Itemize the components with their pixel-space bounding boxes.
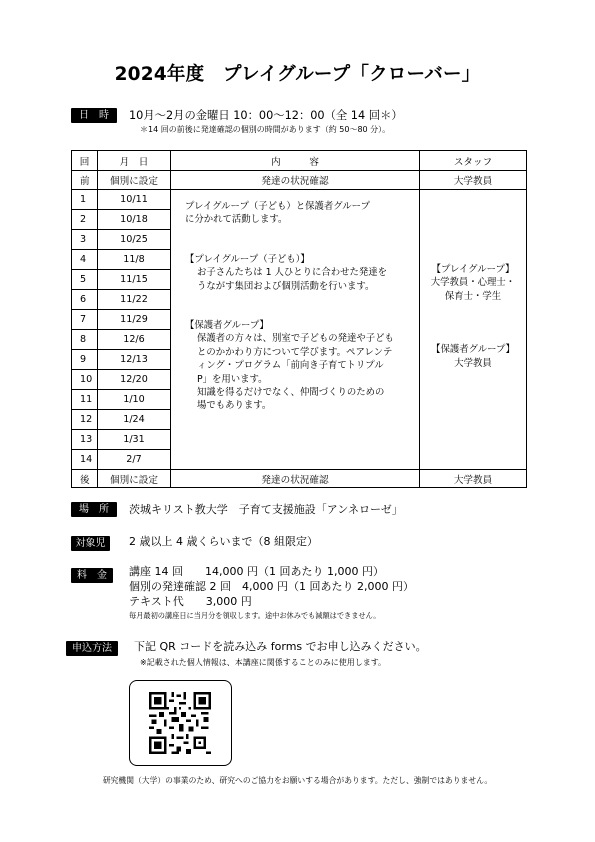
header-content: 内 容 <box>171 151 420 171</box>
row-num: 1 <box>72 190 98 210</box>
page-title: 2024年度 プレイグループ「クローバー」 <box>114 64 481 85</box>
header-staff: スタッフ <box>420 151 527 171</box>
target-text: 2 歳以上 4 歳くらいまで（8 組限定） <box>129 535 318 548</box>
fee-label: 料 金 <box>71 568 113 583</box>
staff-cell <box>420 190 527 470</box>
row-date: 12/20 <box>98 370 171 390</box>
place-text: 茨城キリスト教大学 子育て支援施設「アンネローゼ」 <box>129 503 403 516</box>
parent-group-body: 知識を得るだけでなく、仲間づくりのための <box>197 387 385 399</box>
staff-parent-title: 【保護者グループ】 <box>431 344 515 356</box>
row-num: 8 <box>72 330 98 350</box>
row-staff: 大学教員 <box>420 171 527 190</box>
row-num: 6 <box>72 290 98 310</box>
row-date: 10/25 <box>98 230 171 250</box>
row-num: 7 <box>72 310 98 330</box>
schedule-main: 10月〜2月の金曜日 10：00〜12：00（全 14 回＊） <box>129 109 403 122</box>
row-date: 1/31 <box>98 430 171 450</box>
row-content: 発達の状況確認 <box>171 470 420 488</box>
row-date: 10/11 <box>98 190 171 210</box>
parent-group-body: 場でもあります。 <box>197 400 272 412</box>
place-label: 場 所 <box>71 502 117 517</box>
fee-line-3: テキスト代 3,000 円 <box>129 595 252 608</box>
content-cell <box>171 190 420 470</box>
row-num: 9 <box>72 350 98 370</box>
row-date: 11/22 <box>98 290 171 310</box>
staff-play-line: 大学教員・心理士・ <box>430 277 516 289</box>
parent-group-body: 保護者の方々は、別室で子どもの発達や子ども <box>197 333 394 345</box>
row-date: 11/8 <box>98 250 171 270</box>
intro-line: プレイグループ（子ども）と保護者グループ <box>185 201 370 212</box>
row-num: 4 <box>72 250 98 270</box>
schedule-table <box>71 150 527 488</box>
parent-group-body: ィング・プログラム「前向き子育てトリプル <box>197 360 384 372</box>
row-num: 5 <box>72 270 98 290</box>
row-date: 10/18 <box>98 210 171 230</box>
row-date: 2/7 <box>98 450 171 470</box>
fee-note: 毎月最初の講座日に当月分を領収します。途中お休みでも減額はできません。 <box>129 611 381 620</box>
row-date: 11/15 <box>98 270 171 290</box>
row-date: 12/6 <box>98 330 171 350</box>
row-num: 前 <box>72 171 98 190</box>
staff-parent-line: 大学教員 <box>454 357 492 369</box>
parent-group-body: とのかかわり方について学びます。ペアレンテ <box>197 346 393 358</box>
row-date: 12/13 <box>98 350 171 370</box>
play-group-body: うながす集団および個別活動を行います。 <box>197 280 375 292</box>
table-row <box>72 190 527 210</box>
header-date: 月 日 <box>98 151 171 171</box>
row-num: 2 <box>72 210 98 230</box>
schedule-label: 日 時 <box>71 108 117 123</box>
row-date: 11/29 <box>98 310 171 330</box>
qr-code-image[interactable] <box>149 692 211 754</box>
schedule-note: ＊14 回の前後に発達確認の個別の時間があります（約 50〜80 分）。 <box>140 125 391 134</box>
row-date: 1/24 <box>98 410 171 430</box>
footer-note: 研究機関（大学）の事業のため、研究へのご協力をお願いする場合があります。ただし、強制ではありません。 <box>102 776 493 785</box>
fee-line-2: 個別の発達確認 2 回 4,000 円（1 回あたり 2,000 円） <box>129 580 414 593</box>
table-header-row <box>72 151 527 171</box>
row-num: 3 <box>72 230 98 250</box>
apply-text: 下記 QR コードを読み込み forms でお申し込みください。 <box>134 640 427 653</box>
row-staff: 大学教員 <box>420 470 527 488</box>
row-num: 11 <box>72 390 98 410</box>
staff-play-line: 保育士・学生 <box>444 290 502 302</box>
row-date: 個別に設定 <box>98 470 171 488</box>
row-num: 12 <box>72 410 98 430</box>
row-num: 14 <box>72 450 98 470</box>
privacy-note: ※記載された個人情報は、本講座に関係することのみに使用します。 <box>140 658 387 667</box>
staff-play-title: 【プレイグループ】 <box>431 264 515 275</box>
row-date: 1/10 <box>98 390 171 410</box>
row-content: 発達の状況確認 <box>171 171 420 190</box>
row-num: 13 <box>72 430 98 450</box>
table-row-after <box>72 470 527 488</box>
play-group-title: 【プレイグループ（子ども）】 <box>185 253 310 265</box>
row-date: 個別に設定 <box>98 171 171 190</box>
parent-group-body: P」を用います。 <box>197 373 268 385</box>
table-row-before <box>72 171 527 190</box>
intro-line: に分かれて活動します。 <box>185 214 288 226</box>
row-num: 後 <box>72 470 98 488</box>
header-num: 回 <box>72 151 98 171</box>
target-label: 対象児 <box>71 536 110 551</box>
parent-group-title: 【保護者グループ】 <box>185 320 269 332</box>
apply-label: 申込方法 <box>66 641 118 656</box>
fee-line-1: 講座 14 回 14,000 円（1 回あたり 1,000 円） <box>129 565 384 578</box>
row-num: 10 <box>72 370 98 390</box>
play-group-body: お子さんたちは 1 人ひとりに合わせた発達を <box>197 267 388 279</box>
